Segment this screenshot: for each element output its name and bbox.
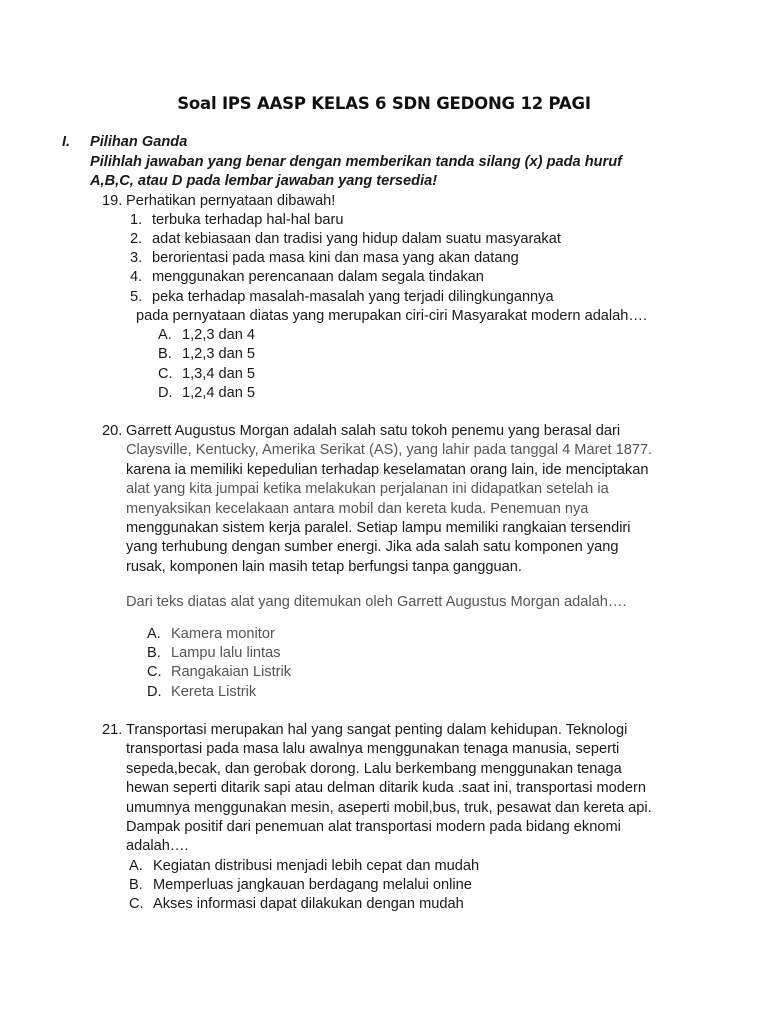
statement-text: berorientasi pada masa kini dan masa yang akan datang [152,250,519,266]
q21-option-a [129,857,479,876]
passage-line: umumnya menggunakan mesin, aseperti mobil,bus, truk, pesawat dan kereta api. [126,799,652,816]
statement-text: terbuka terhadap hal-hal baru [152,212,344,228]
passage-line: Claysville, Kentucky, Amerika Serikat (AS), yang lahir pada tanggal 4 Maret 1877. [126,442,653,459]
option-letter: A. [158,327,172,343]
q19-statement [130,249,519,268]
option-text: Kamera monitor [171,626,275,642]
section-title: Pilihan Ganda [90,134,188,150]
passage-line: transportasi pada masa lalu awalnya menggunakan tenaga manusia, seperti [126,741,620,758]
passage-line: Garrett Augustus Morgan adalah salah satu tokoh penemu yang berasal dari [126,423,621,439]
option-text: Kereta Listrik [171,684,257,700]
question-19-lead: Perhatikan pernyataan dibawah! [126,193,336,209]
statement-number: 5. [130,289,143,305]
passage-line: rusak, komponen lain masih tetap berfungsi tanpa gangguan. [126,558,522,575]
passage-line: sepeda,becak, dan gerobak dorong. Lalu berkembang menggunakan tenaga [126,760,622,777]
section-instruction: Pilihlah jawaban yang benar dengan memberikan tanda silang (x) pada huruf A,B,C, atau D pada lembar jawaban yang tersedia! [90,154,622,190]
statement-number: 1. [130,212,143,228]
passage-line: menyaksikan kecelakaan antara mobil dan kereta kuda. Penemuan nya [126,500,589,517]
q19-option-d [158,384,255,403]
q21-option-b [129,876,472,895]
option-text: 1,2,3 dan 4 [182,327,256,343]
option-letter: A. [129,858,143,874]
option-letter: C. [147,664,162,680]
passage-line: Transportasi merupakan hal yang sangat penting dalam kehidupan. Teknologi [126,722,628,738]
question-19-text: pada pernyataan diatas yang merupakan ciri-ciri Masyarakat modern adalah…. [136,308,648,324]
page-title: Soal IPS AASP KELAS 6 SDN GEDONG 12 PAGI [177,94,591,113]
statement-text: adat kebiasaan dan tradisi yang hidup dalam suatu masyarakat [152,231,561,247]
option-letter: A. [147,626,161,642]
option-text: Lampu lalu lintas [171,645,281,661]
passage-line: Dampak positif dari penemuan alat transportasi modern pada bidang eknomi [126,819,621,836]
question-20-text: Dari teks diatas alat yang ditemukan oleh Garrett Augustus Morgan adalah…. [126,594,627,610]
question-20-passage [126,422,678,577]
q19-statement [130,268,484,287]
q21-option-c [129,895,464,914]
passage-line: alat yang kita jumpai ketika melakukan perjalanan ini didapatkan setelah ia [126,481,609,498]
statement-number: 2. [130,231,143,247]
option-text: Rangakaian Listrik [171,664,292,680]
option-letter: D. [158,385,173,401]
option-text: Memperluas jangkauan berdagang melalui online [153,877,472,893]
option-letter: B. [129,877,143,893]
section-number: I. [62,134,71,150]
statement-text: menggunakan perencanaan dalam segala tindakan [152,269,484,285]
passage-line: yang terhubung dengan sumber energi. Jika ada salah satu komponen yang [126,539,619,556]
question-21-number: 21. [102,722,123,738]
passage-line: karena ia memiliki kepedulian terhadap keselamatan orang lain, ide menciptakan [126,461,649,478]
option-letter: B. [158,346,172,362]
statement-text: peka terhadap masalah-masalah yang terjadi dilingkungannya [152,289,554,305]
option-text: Akses informasi dapat dilakukan dengan mudah [153,896,464,912]
option-letter: D. [147,684,162,700]
passage-line: hewan seperti ditarik sapi atau delman ditarik kuda .saat ini, transportasi modern [126,780,646,797]
q19-statement [130,288,554,307]
q19-statement [130,211,343,230]
option-text: Kegiatan distribusi menjadi lebih cepat dan mudah [153,858,480,874]
q20-option-c [147,663,291,682]
q19-option-a [158,326,255,345]
passage-line: adalah…. [126,838,189,855]
option-text: 1,2,3 dan 5 [182,346,256,362]
question-20-number: 20. [102,423,123,439]
question-21-passage [126,721,678,857]
q19-option-c [158,365,255,384]
option-text: 1,3,4 dan 5 [182,366,256,382]
statement-number: 3. [130,250,143,266]
q20-option-a [147,625,275,644]
passage-line: menggunakan sistem kerja paralel. Setiap lampu memiliki rangkaian tersendiri [126,520,631,537]
option-letter: C. [129,896,144,912]
statement-number: 4. [130,269,143,285]
q19-statement [130,230,561,249]
option-letter: B. [147,645,161,661]
q20-option-b [147,644,281,663]
q19-option-b [158,345,255,364]
option-text: 1,2,4 dan 5 [182,385,256,401]
question-19-number: 19. [102,193,123,209]
q20-option-d [147,683,256,702]
option-letter: C. [158,366,173,382]
